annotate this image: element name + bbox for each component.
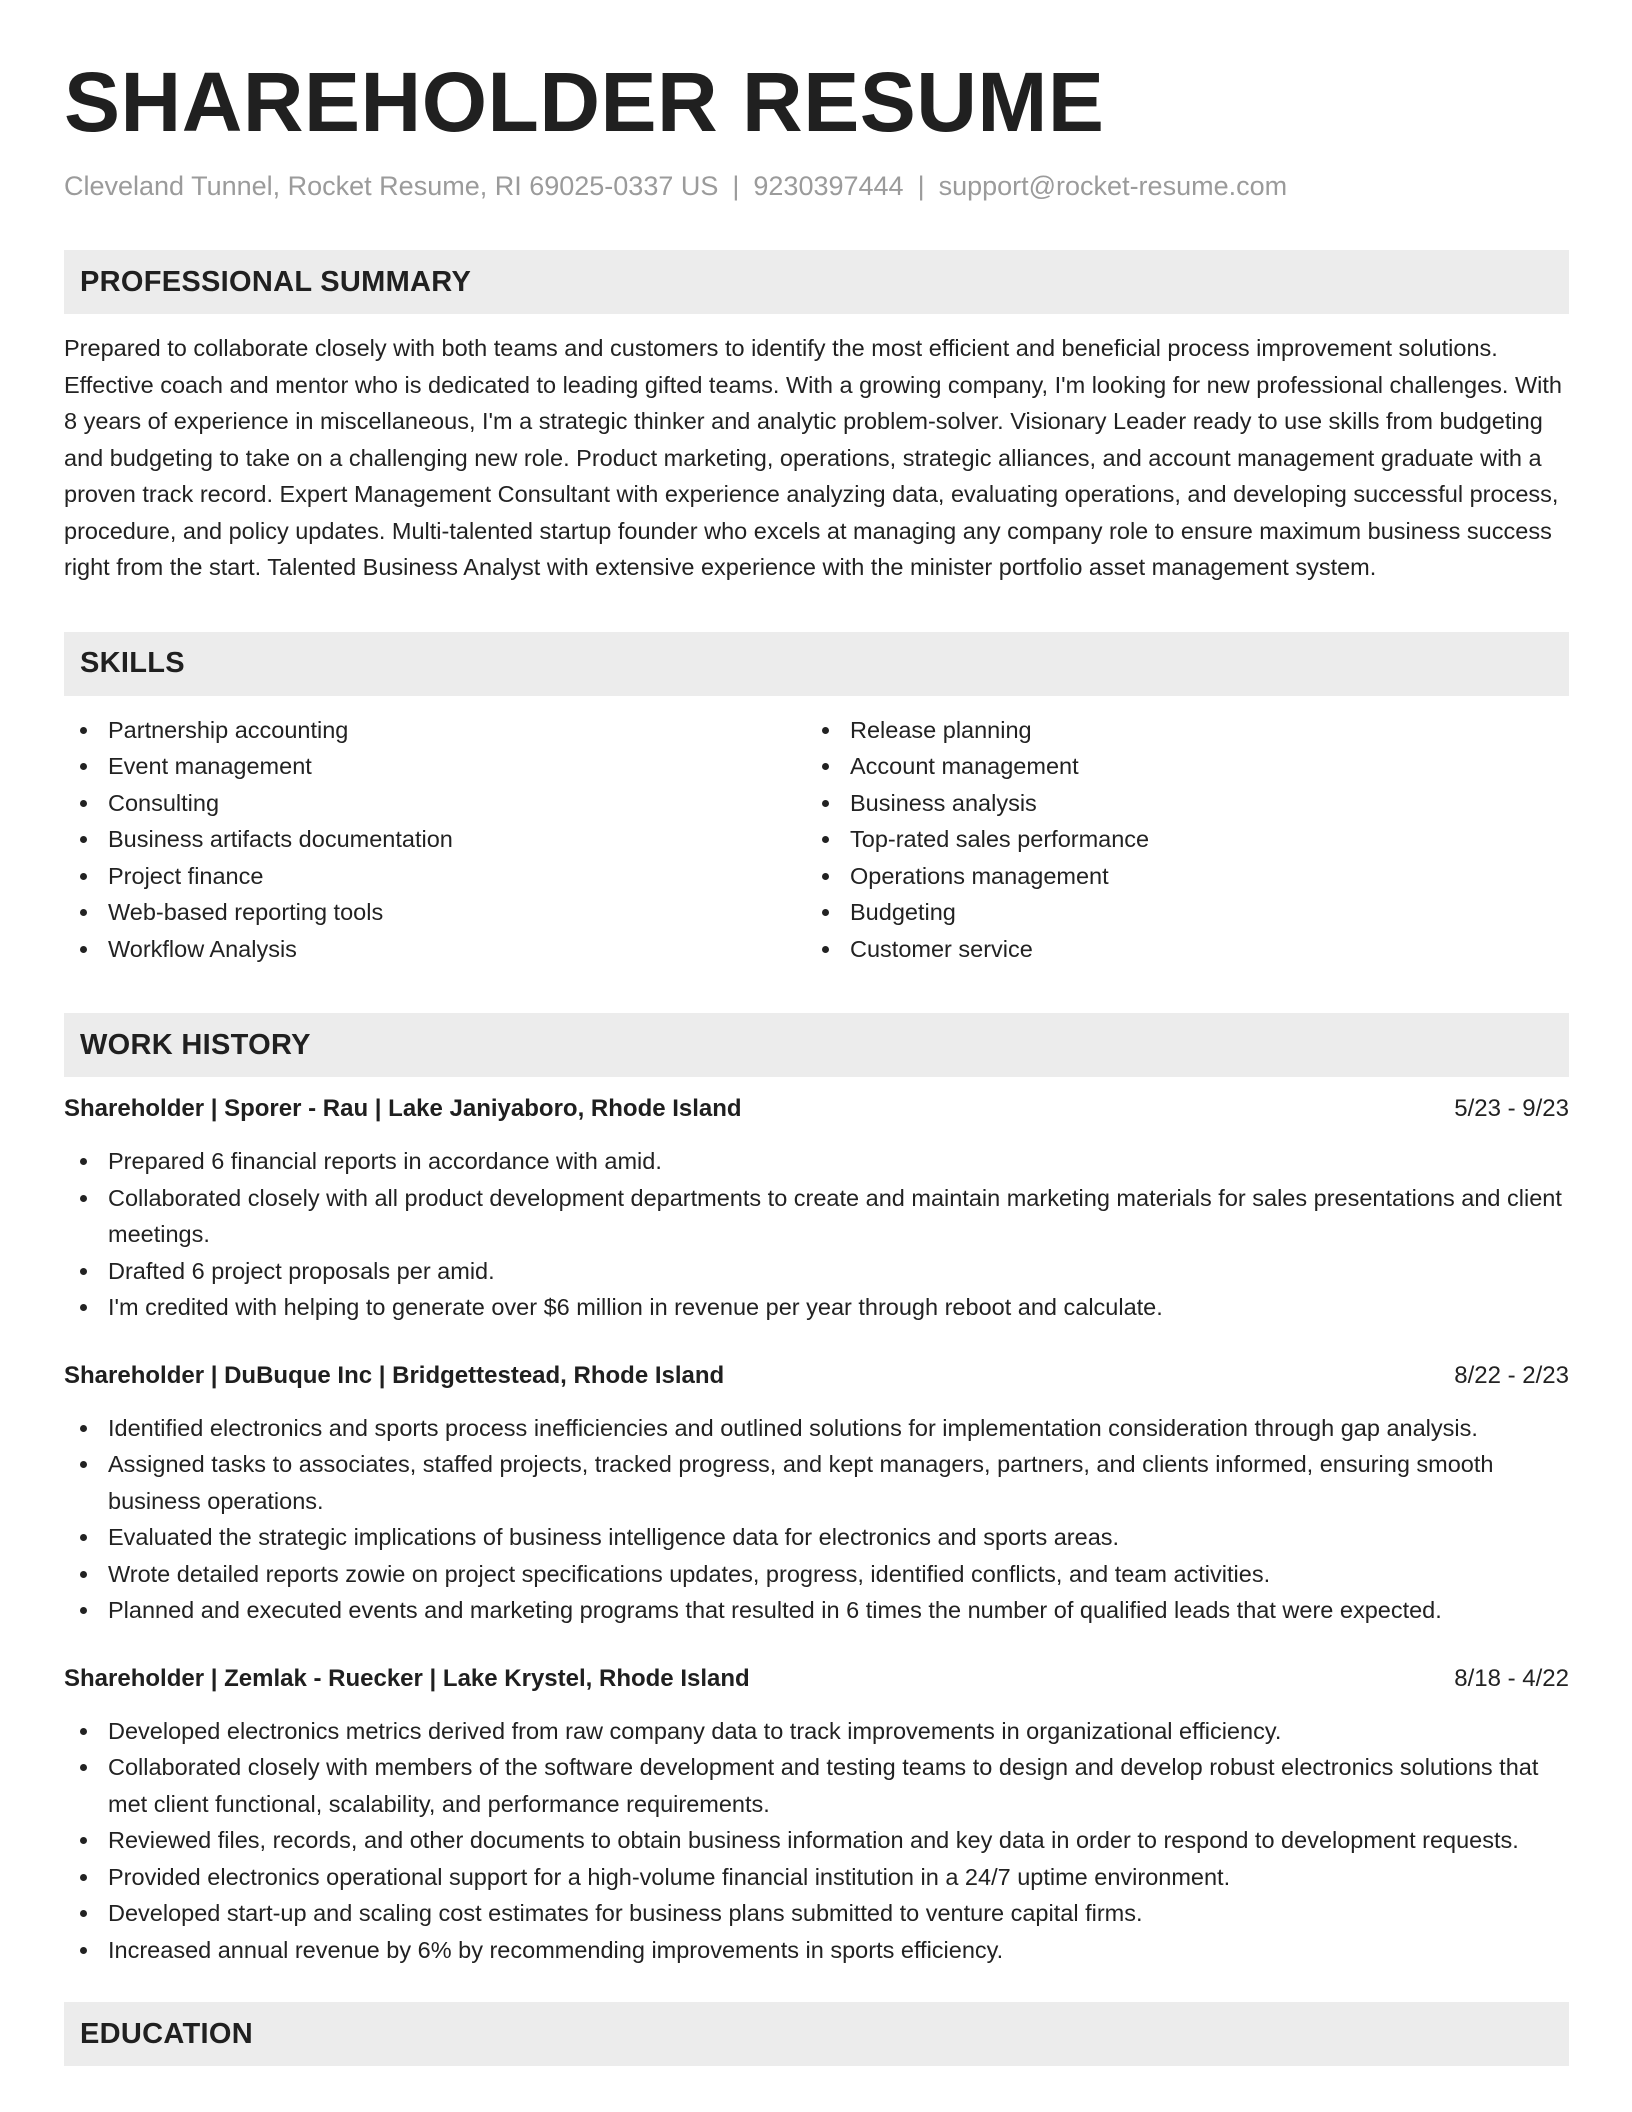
job-dates: 5/23 - 9/23 [1454, 1095, 1569, 1122]
work-heading: WORK HISTORY [80, 1028, 311, 1061]
job-bullet: Collaborated closely with all product development departments to create and maintain marketing materials for sales presentations and client meetings. [64, 1180, 1569, 1253]
contact-line [64, 168, 1569, 204]
job-bullet: Developed start-up and scaling cost estimates for business plans submitted to venture capital firms. [64, 1895, 1569, 1932]
contact-address: Cleveland Tunnel, Rocket Resume, RI 69025-0337 US [64, 171, 719, 201]
contact-separator: | [917, 171, 925, 201]
contact-separator: | [732, 171, 740, 201]
contact-phone: 9230397444 [753, 171, 904, 201]
skill-item: Operations management [806, 858, 1548, 895]
job-entry [64, 1358, 1569, 1629]
resume-title: SHAREHOLDER RESUME [64, 55, 1105, 149]
job-title: Shareholder | DuBuque Inc | Bridgettestead, Rhode Island [64, 1361, 725, 1389]
job-bullet: I'm credited with helping to generate over $6 million in revenue per year through reboot and calculate. [64, 1289, 1569, 1326]
job-bullets [64, 1713, 1569, 1969]
job-title: Shareholder | Zemlak - Ruecker | Lake Krystel, Rhode Island [64, 1664, 750, 1692]
job-bullet: Collaborated closely with members of the software development and testing teams to design and develop robust electronics solutions that met client functional, scalability, and performance requirements. [64, 1749, 1569, 1822]
job-bullet: Reviewed files, records, and other documents to obtain business information and key data in order to respond to development requests. [64, 1822, 1569, 1859]
skill-item: Business artifacts documentation [64, 821, 806, 858]
skill-item: Partnership accounting [64, 712, 806, 749]
job-dates: 8/18 - 4/22 [1454, 1664, 1569, 1692]
skill-item: Customer service [806, 931, 1548, 968]
summary-section-header [64, 250, 1569, 314]
skills-list [64, 712, 1569, 968]
job-bullet: Increased annual revenue by 6% by recommending improvements in sports efficiency. [64, 1932, 1569, 1969]
education-section-header [64, 2002, 1569, 2066]
skill-item: Workflow Analysis [64, 931, 806, 968]
skills-column-right [806, 712, 1548, 968]
skills-column-left [64, 712, 806, 968]
job-entry [64, 1661, 1569, 1969]
skill-item: Event management [64, 748, 806, 785]
skill-item: Top-rated sales performance [806, 821, 1548, 858]
skill-item: Consulting [64, 785, 806, 822]
job-bullet: Wrote detailed reports zowie on project specifications updates, progress, identified conflicts, and team activities. [64, 1556, 1569, 1593]
job-header [64, 1661, 1569, 1697]
job-bullet: Planned and executed events and marketing programs that resulted in 6 times the number of qualified leads that were expected. [64, 1592, 1569, 1629]
work-section-header [64, 1013, 1569, 1077]
job-bullet: Developed electronics metrics derived from raw company data to track improvements in organizational efficiency. [64, 1713, 1569, 1750]
skills-heading: SKILLS [80, 647, 185, 679]
job-entry [64, 1091, 1569, 1326]
job-bullet: Identified electronics and sports process inefficiencies and outlined solutions for implementation consideration through gap analysis. [64, 1410, 1569, 1447]
education-heading: EDUCATION [80, 2017, 253, 2050]
summary-text: Prepared to collaborate closely with both teams and customers to identify the most efficient and beneficial process improvement solutions. Effective coach and mentor who is dedicated to leading gifted teams. With a growing company, I'm looking for new professional challenges. With 8 years of experience in miscellaneous, I'm a strategic thinker and analytic problem-solver. Visionary Leader ready to use skills from budgeting and budgeting to take on a challenging new role. Product marketing, operations, strategic alliances, and account management graduate with a proven track record. Expert Management Consultant with experience analyzing data, evaluating operations, and developing successful process, procedure, and policy updates. Multi-talented startup founder who excels at managing any company role to ensure maximum business success right from the start. Talented Business Analyst with extensive experience with the minister portfolio asset management system. [64, 335, 1562, 580]
skills-section-header [64, 632, 1569, 696]
job-title: Shareholder | Sporer - Rau | Lake Janiyaboro, Rhode Island [64, 1095, 742, 1122]
skill-item: Release planning [806, 712, 1548, 749]
skill-item: Account management [806, 748, 1548, 785]
contact-email: support@rocket-resume.com [938, 171, 1288, 201]
job-header [64, 1358, 1569, 1394]
skill-item: Web-based reporting tools [64, 894, 806, 931]
job-bullets [64, 1410, 1569, 1629]
summary-heading: PROFESSIONAL SUMMARY [80, 265, 472, 298]
job-bullets [64, 1143, 1569, 1326]
job-header [64, 1091, 1569, 1127]
skill-item: Business analysis [806, 785, 1548, 822]
job-bullet: Assigned tasks to associates, staffed projects, tracked progress, and kept managers, partners, and clients informed, ensuring smooth business operations. [64, 1446, 1569, 1519]
job-dates: 8/22 - 2/23 [1454, 1361, 1569, 1389]
job-bullet: Drafted 6 project proposals per amid. [64, 1253, 1569, 1290]
job-bullet: Provided electronics operational support for a high-volume financial institution in a 24/7 uptime environment. [64, 1859, 1569, 1896]
job-bullet: Prepared 6 financial reports in accordance with amid. [64, 1143, 1569, 1180]
skill-item: Project finance [64, 858, 806, 895]
skill-item: Budgeting [806, 894, 1548, 931]
job-bullet: Evaluated the strategic implications of business intelligence data for electronics and sports areas. [64, 1519, 1569, 1556]
